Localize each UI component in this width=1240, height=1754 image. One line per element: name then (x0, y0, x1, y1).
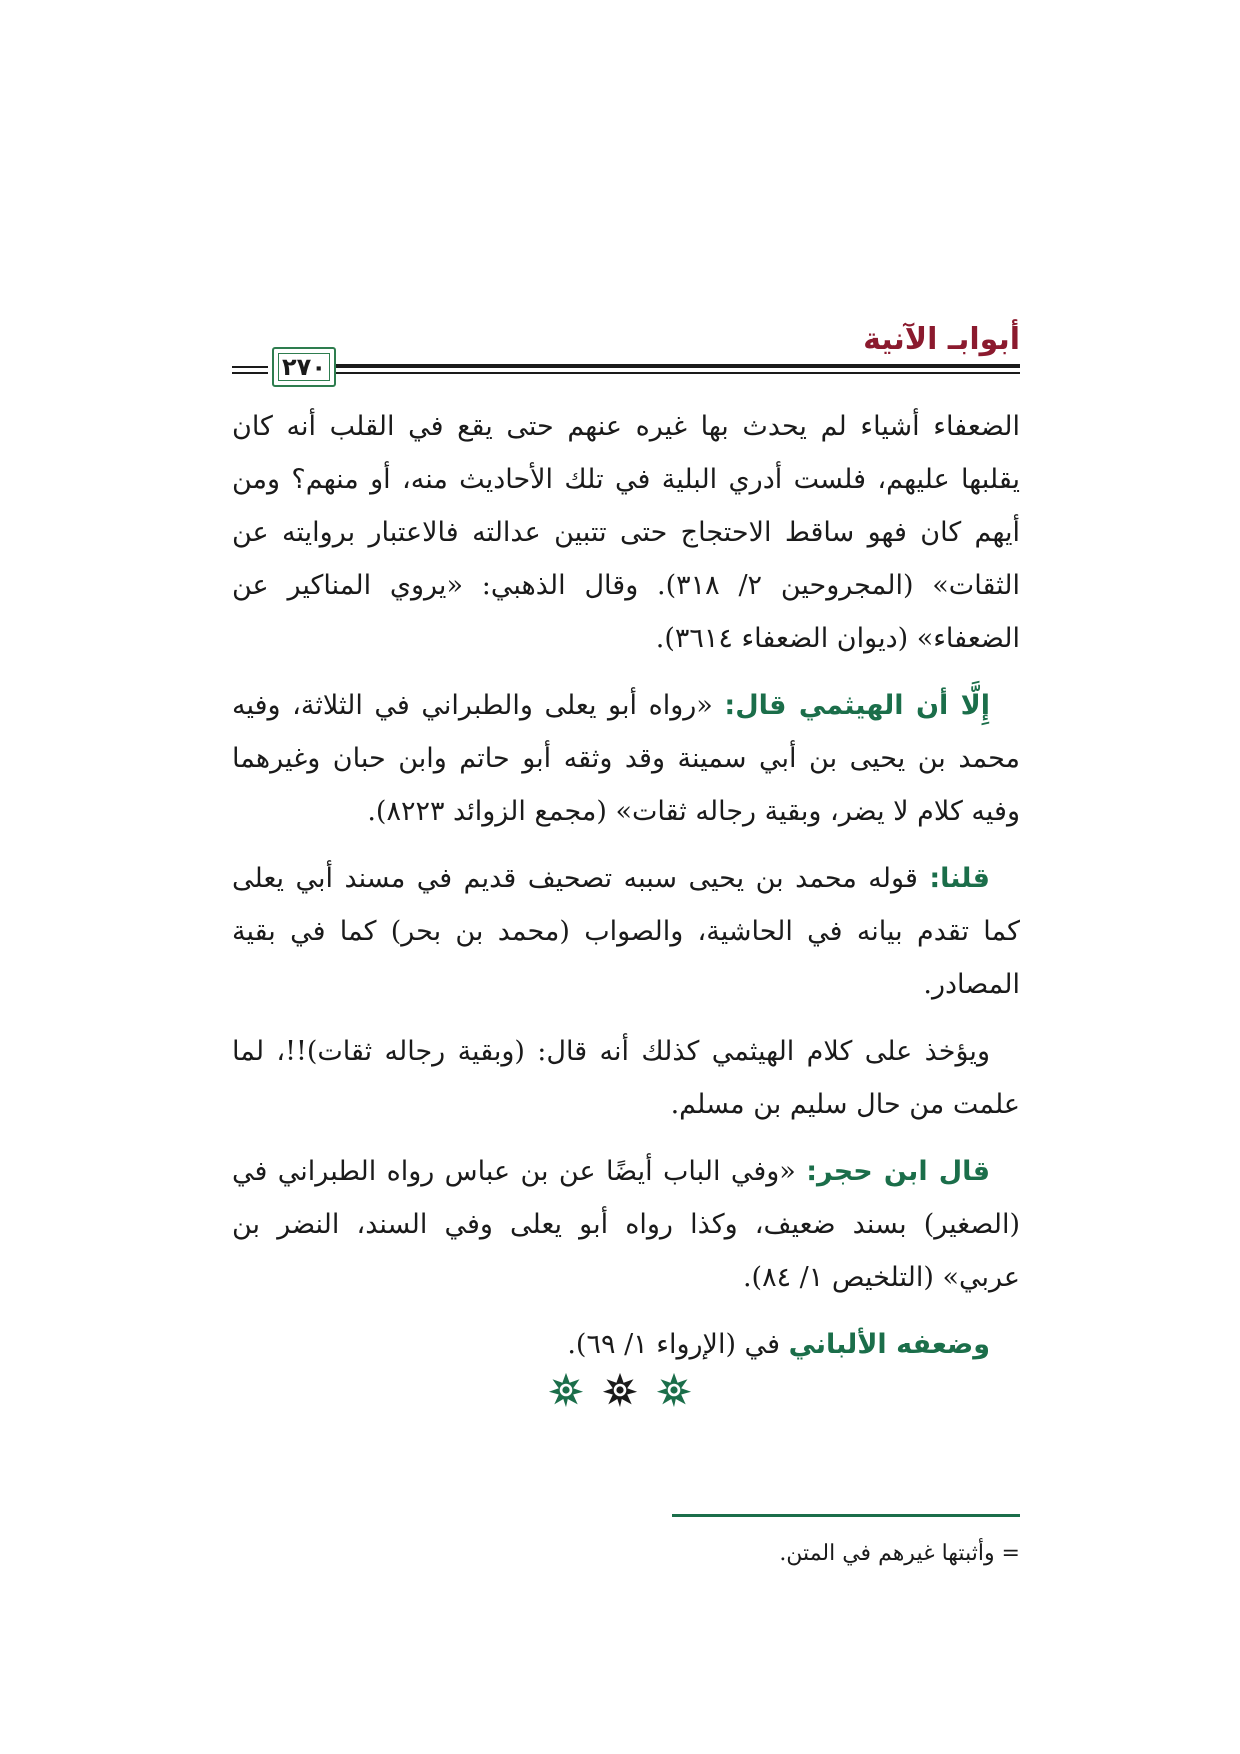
chapter-title: أبوابـ الآنية (863, 322, 1020, 357)
page-header (232, 312, 1020, 392)
paragraph-2 (232, 679, 1020, 838)
paragraph-4-text: ويؤخذ على كلام الهيثمي كذلك أنه قال: (وبقية رجاله ثقات)!!، لما علمت من حال سليم بن مسلم. (232, 1036, 1020, 1120)
floral-star-icon (548, 1372, 584, 1408)
footnote-separator (672, 1514, 1020, 1517)
page-number-badge (272, 347, 336, 387)
floral-star-icon (602, 1372, 638, 1408)
floral-star-icon (656, 1372, 692, 1408)
page-number: ٢٧٠ (282, 353, 326, 381)
paragraph-5-lead: قال ابن حجر: (806, 1156, 990, 1187)
section-divider (540, 1372, 700, 1422)
page-number-frame (278, 353, 330, 381)
paragraph-6-text: في (الإرواء ١/ ٦٩). (567, 1329, 789, 1360)
paragraph-3-text: قوله محمد بن يحيى سببه تصحيف قديم في مسند أبي يعلى كما تقدم بيانه في الحاشية، والصواب (محمد بن بحر) كما في بقية المصادر. (232, 863, 1020, 1000)
paragraph-6-lead: وضعفه الألباني (788, 1329, 990, 1360)
header-rule-left-2 (232, 372, 268, 374)
paragraph-2-text: «رواه أبو يعلى والطبراني في الثلاثة، وفيه محمد بن يحيى بن أبي سمينة وقد وثقه أبو حاتم وابن حبان وغيرهما وفيه كلام لا يضر، وبقية رجاله ثقات» (مجمع الزوائد ٨٢٢٣). (232, 690, 1020, 827)
paragraph-5 (232, 1145, 1020, 1304)
footnote-text: = وأثبتها غيرهم في المتن. (779, 1541, 1020, 1566)
header-rule-left (232, 366, 268, 368)
paragraph-2-lead: إِلَّا أن الهيثمي قال: (724, 690, 990, 721)
paragraph-3 (232, 852, 1020, 1011)
header-rule-thick (280, 364, 1020, 368)
paragraph-1-text: الضعفاء أشياء لم يحدث بها غيره عنهم حتى يقع في القلب أنه كان يقلبها عليهم، فلست أدري البلية في تلك الأحاديث منه، أو منهم؟ ومن أيهم كان فهو ساقط الاحتجاج حتى تتبين عدالته فالاعتبار بروايته عن الثقات» (المجروحين ٢/ ٣١٨). وقال الذهبي: «يروي المناكير عن الضعفاء» (ديوان الضعفاء ٣٦١٤). (232, 411, 1020, 654)
main-text (232, 400, 1020, 1385)
paragraph-6 (232, 1318, 1020, 1371)
paragraph-3-lead: قلنا: (929, 863, 990, 894)
paragraph-1 (232, 400, 1020, 665)
header-rule-thin (280, 372, 1020, 374)
paragraph-5-text: «وفي الباب أيضًا عن بن عباس رواه الطبراني في (الصغير) بسند ضعيف، وكذا رواه أبو يعلى وفي السند، النضر بن عربي» (التلخيص ١/ ٨٤). (232, 1156, 1020, 1293)
paragraph-4 (232, 1025, 1020, 1131)
footnote (232, 1536, 1020, 1572)
